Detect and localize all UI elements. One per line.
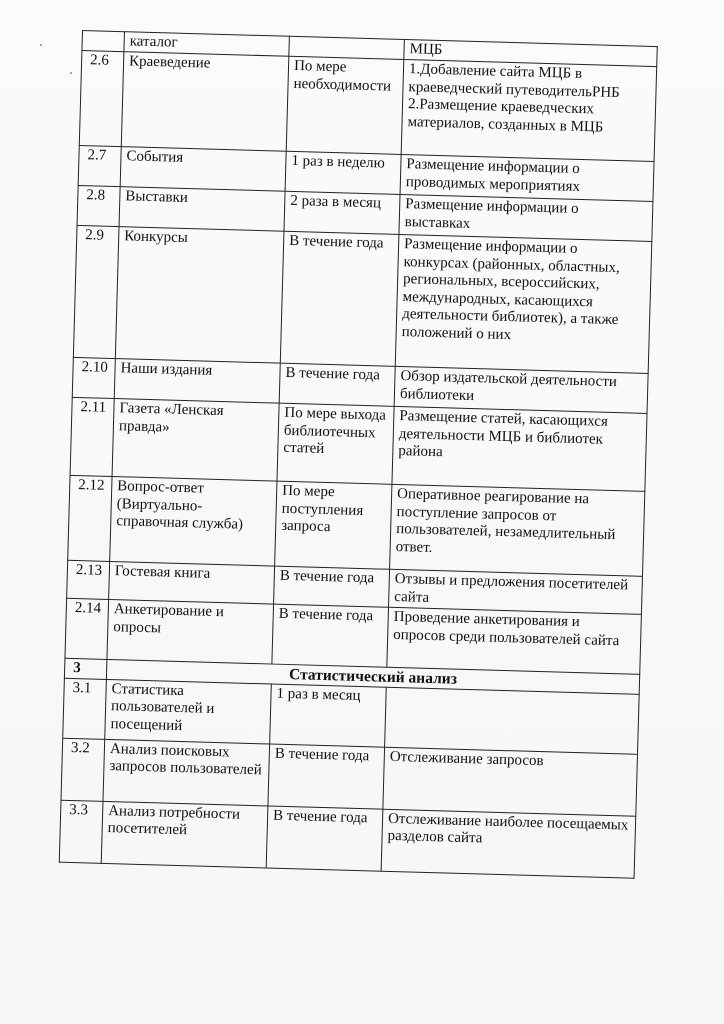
row-number: 2.12 xyxy=(68,475,112,561)
section-name: Анализ потребности посетителей xyxy=(101,801,268,868)
row-number xyxy=(82,31,125,52)
description: Оперативное реагирование на поступление запросов от пользователей, незамедлительный ответ. xyxy=(390,484,645,576)
section-name: Анкетирование и опросы xyxy=(107,599,274,664)
description: Размещение информации о конкурсах (районных, областных, региональных, всероссийских, международных, касающихся деятельности библиотек), а также положений о них xyxy=(395,234,652,373)
row-number: 2.11 xyxy=(70,397,114,476)
description: Проведение анкетирования и опросов среди пользователей сайта xyxy=(387,607,642,674)
table-row xyxy=(73,225,651,373)
row-number: 2.7 xyxy=(78,145,121,186)
section-name: каталог xyxy=(124,32,289,57)
description xyxy=(385,687,640,754)
period: В течение года xyxy=(274,566,390,607)
section-name: Статистика пользователей и посещений xyxy=(105,679,272,744)
period: По мере поступления запроса xyxy=(275,481,392,569)
scan-speck xyxy=(40,44,42,46)
row-number: 2.8 xyxy=(77,185,120,226)
section-number: 3 xyxy=(64,658,107,679)
description: Обзор издательской деятельности библиотеки xyxy=(394,366,648,413)
period: По мере выхода библиотечных статей xyxy=(277,403,394,484)
period: В течение года xyxy=(266,805,383,870)
plan-table-sheet xyxy=(59,30,692,882)
description: Отзывы и предложения посетителей сайта xyxy=(389,569,643,614)
description: Размещение информации о выставках xyxy=(399,194,653,241)
description: 1.Добавление сайта МЦБ в краеведческий путеводительРНБ 2.Размещение краеведческих материалов, созданных в МЦБ xyxy=(401,59,657,161)
description: Отслеживание запросов xyxy=(383,747,638,816)
section-name: Выставки xyxy=(119,187,285,232)
row-number: 2.6 xyxy=(79,51,124,147)
section-name: Гостевая книга xyxy=(109,561,275,604)
row-number: 2.9 xyxy=(73,225,119,358)
description: Размещение статей, касающихся деятельности МЦБ и библиотек района xyxy=(392,406,647,491)
row-number: 3.2 xyxy=(61,738,105,801)
section-name: Газета «Ленская правда» xyxy=(112,399,279,482)
row-number: 2.10 xyxy=(72,357,115,398)
period: В течение года xyxy=(279,363,395,406)
table-row xyxy=(68,475,645,576)
section-name: Вопрос-ответ (Виртуально-справочная служба) xyxy=(110,477,277,567)
period: 1 раз в неделю xyxy=(285,151,401,194)
description: Размещение информации о проводимых мероприятиях xyxy=(400,154,654,201)
section-name: Анализ поисковых запросов пользователей xyxy=(103,739,270,806)
section-name: Конкурсы xyxy=(115,227,284,364)
row-number: 2.13 xyxy=(67,560,110,599)
row-number: 3.3 xyxy=(59,800,103,863)
plan-table xyxy=(59,30,658,878)
period: В течение года xyxy=(272,604,389,667)
period: В течение года xyxy=(268,744,385,809)
description: Отслеживание наиболее посещаемых разделов сайта xyxy=(381,809,636,878)
period: 2 раза в месяц xyxy=(284,191,400,234)
row-number: 3.1 xyxy=(63,678,107,739)
section-name: События xyxy=(120,147,286,192)
section-title: Статистический анализ xyxy=(106,659,639,693)
scan-speck xyxy=(70,72,72,74)
period: В течение года xyxy=(280,231,399,366)
description: МЦБ xyxy=(404,40,657,67)
section-name: Краеведение xyxy=(121,52,289,152)
period: 1 раз в месяц xyxy=(270,684,387,747)
section-name: Наши издания xyxy=(114,359,280,404)
row-number: 2.14 xyxy=(65,598,109,659)
period: По мере необходимости xyxy=(286,56,404,154)
table-row xyxy=(79,51,656,162)
